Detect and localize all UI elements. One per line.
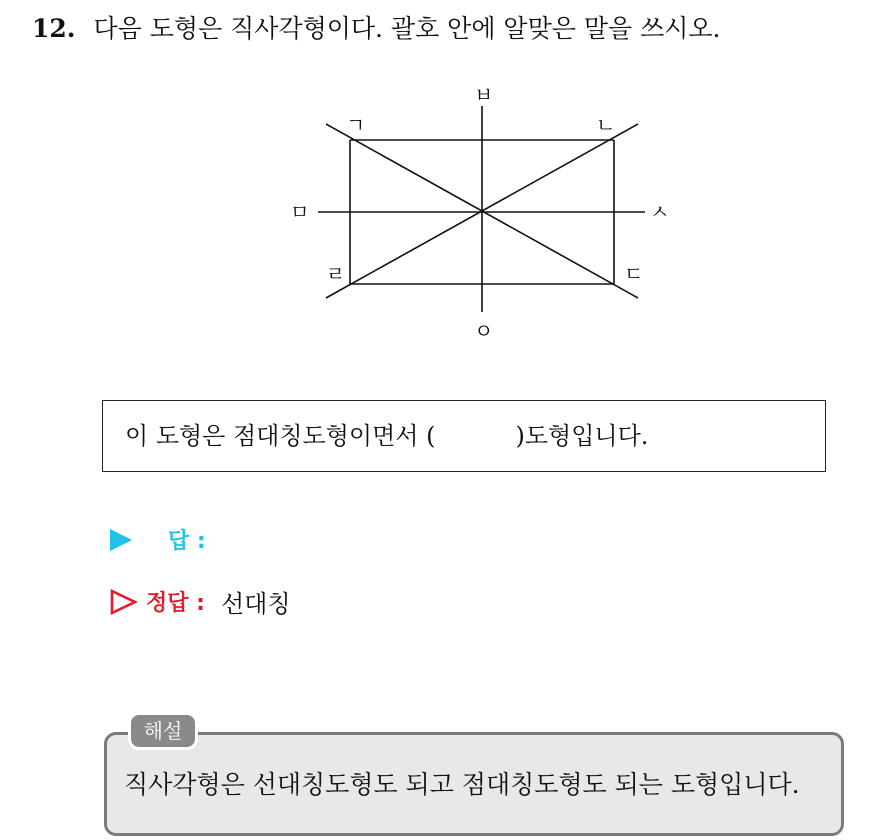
rectangle-figure (0, 0, 884, 360)
label-left: ㅁ (290, 200, 310, 224)
label-top-left: ㄱ (346, 113, 366, 137)
question-number: 12. (32, 14, 76, 43)
prompt-box (102, 400, 826, 472)
prompt-text (125, 421, 648, 451)
label-bottom-left: ㄹ (326, 262, 346, 286)
explanation-text: 직사각형은 선대칭도형도 되고 점대칭도형도 되는 도형입니다. (124, 770, 800, 799)
answer-row (110, 524, 206, 558)
prompt-after: )도형입니다. (515, 422, 649, 450)
filled-triangle-icon (110, 529, 132, 551)
correct-answer-label: 정답 : (146, 591, 205, 616)
label-right: ㅅ (650, 200, 670, 224)
correct-answer-row (110, 584, 291, 618)
outline-triangle-icon (110, 589, 138, 615)
question-text: 다음 도형은 직사각형이다. 괄호 안에 알맞은 말을 쓰시오. (93, 14, 721, 43)
label-bottom: ㅇ (474, 319, 494, 343)
label-top: ㅂ (474, 83, 494, 107)
label-top-right: ㄴ (596, 113, 616, 137)
correct-answer-value: 선대칭 (220, 590, 291, 618)
prompt-before: 이 도형은 점대칭도형이면서 ( (125, 422, 436, 450)
explanation-tag: 해설 (128, 712, 198, 750)
answer-label: 답 : (168, 529, 206, 554)
label-bottom-right: ㄷ (624, 262, 644, 286)
